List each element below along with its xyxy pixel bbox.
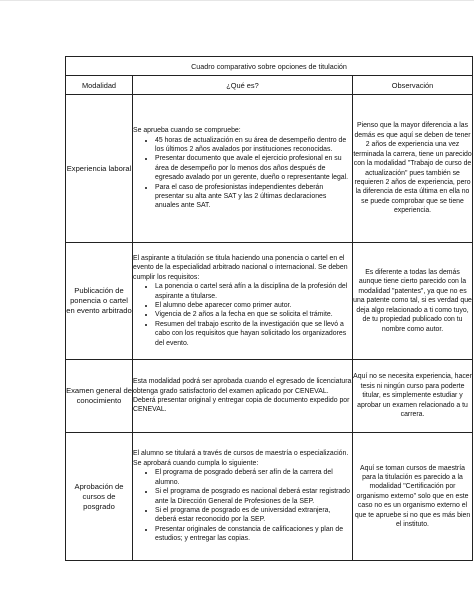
requirements-list [133,136,352,211]
list-item: • Si el programa de posgrado es de universidad extranjera, deberá estar reconocido por la SEP. [155,506,352,525]
observation-cell: Es diferente a todas las demás aunque tiene cierto parecido con la modalidad "patentes", ya que no es una patente como tal, si es verdad que deja algo relacionado a ti como tuyo, de tu propiedad publicado con tu nombre como autor. [353,243,473,360]
table-row [66,243,473,360]
list-item: • El programa de posgrado deberá ser afín de la carrera del alumno. [155,468,352,487]
description-intro: El alumno se titulará a través de cursos de maestría o especialización. Se aprobará cuando cumpla lo siguiente: [133,450,349,467]
table-row [66,360,473,433]
list-item: • Si el programa de posgrado es nacional deberá estar registrado ante la Dirección General de Profesiones de la SEP. [155,487,352,506]
list-item: • Vigencia de 2 años a la fecha en que se solicita el trámite. [155,310,352,319]
list-item: • Presentar documento que avale el ejercicio profesional en su área de desempeño por lo menos dos años después de egresado avalado por un gerente, dueño o representante legal. [155,154,352,182]
header-modalidad: Modalidad [66,76,133,95]
description-cell [133,243,353,360]
list-item: • Presentar originales de constancia de calificaciones y plan de estudios; y entregar las copias. [155,525,352,544]
table-row [66,433,473,561]
comparison-table [65,56,473,561]
description-cell [133,95,353,243]
modalidad-cell: Publicación de ponencia o cartel en evento arbitrado [66,243,133,360]
modalidad-cell: Examen general de conocimiento [66,360,133,433]
list-item: • 45 horas de actualización en su área de desempeño dentro de los últimos 2 años avalados por instituciones reconocidas. [155,136,352,155]
modalidad-cell: Aprobación de cursos de posgrado [66,433,133,561]
page-top-edge [0,0,474,1]
modalidad-cell: Experiencia laboral [66,95,133,243]
requirements-list [133,282,352,348]
description-cell [133,360,353,433]
description-intro: Se aprueba cuando se compruebe: [133,127,241,135]
header-que-es: ¿Qué es? [133,76,353,95]
list-item: • Para el caso de profesionistas independientes deberán presentar su alta ante SAT y las 2 últimas declaraciones anuales ante SAT. [155,183,352,211]
description-cell [133,433,353,561]
description-intro: Esta modalidad podrá ser aprobada cuando el egresado de licenciatura obtenga grado satisfactorio del examen aplicado por CENEVAL. Deberá presentar original y entregar copia de documento expedido por CENEVAL. [133,378,352,414]
observation-cell: Aquí no se necesita experiencia, hacer tesis ni ningún curso para poderte titular, es simplemente estudiar y aprobar un examen relacionado a tu carrera. [353,360,473,433]
description-intro: El aspirante a titulación se titula haciendo una ponencia o cartel en el evento de la especialidad arbitrado nacional o internacional. Se deben cumplir los requisitos: [133,254,348,281]
table-title: Cuadro comparativo sobre opciones de titulación [66,57,473,76]
list-item: • Resumen del trabajo escrito de la investigación que se llevó a cabo con los requisitos que hayan solicitado los organizadores del evento. [155,320,352,348]
list-item: • La ponencia o cartel será afín a la disciplina de la profesión del aspirante a titularse. [155,282,352,301]
table-row [66,95,473,243]
observation-cell: Aquí se toman cursos de maestría para la titulación es parecido a la modalidad "Certificación por organismo externo" solo que en este caso no es un organismo externo el que te apruebe si no que es más bien el instituto. [353,433,473,561]
header-observacion: Observación [353,76,473,95]
observation-cell: Pienso que la mayor diferencia a las demás es que aquí se deben de tener 2 años de experiencia una vez terminada la carrera, tiene un parecido con la modalidad "Trabajo de curso de actualización" pues también se requieren 2 años de experiencia, pero la diferencia de esta última en ella no se puede comprobar que se tiene experiencia. [353,95,473,243]
list-item: • El alumno debe aparecer como primer autor. [155,301,352,310]
requirements-list [133,468,352,543]
